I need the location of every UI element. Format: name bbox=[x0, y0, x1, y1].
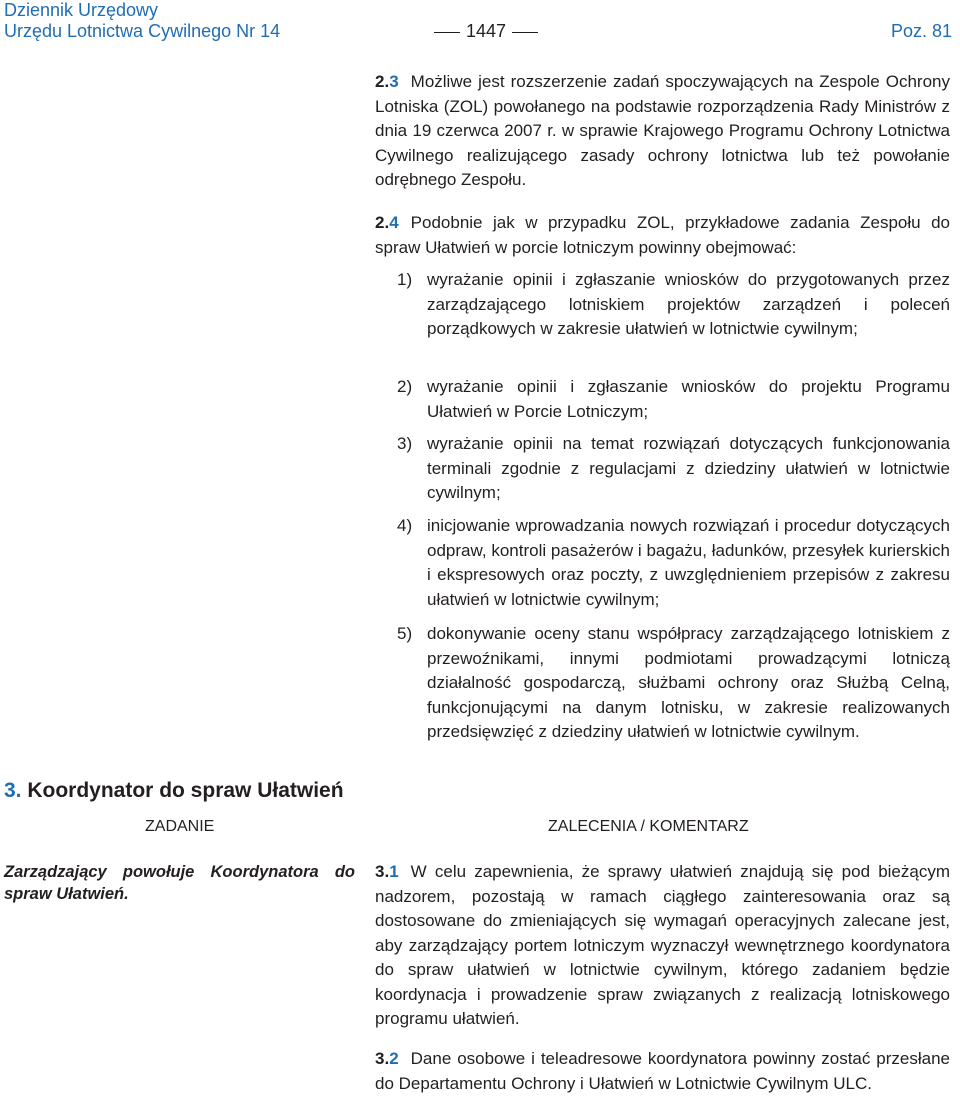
paragraph-number: 2.3 bbox=[375, 72, 399, 91]
list-item bbox=[397, 432, 950, 506]
paragraph-text: Możliwe jest rozszerzenie zadań spoczywających na Zespole Ochrony Lotniska (ZOL) powołanego na podstawie rozporządzenia Rady Ministrów z dnia 19 czerwca 2007 r. w sprawie Krajowego Programu Ochrony Lotnictwa Cywilnego realizującego zasady ochrony lotnictwa lub też powołanie odrębnego Zespołu. bbox=[375, 72, 950, 189]
paragraph-2-4 bbox=[375, 211, 950, 260]
journal-title bbox=[4, 0, 280, 42]
list-marker: 5) bbox=[397, 624, 413, 643]
list-item-text: inicjowanie wprowadzania nowych rozwiązań i procedur dotyczących odpraw, kontroli pasażerów i bagażu, ładunków, przesyłek kurierskich i ekspresowych oraz poczty, z uwzględnieniem przepisów z zakresu ułatwień w lotnictwie cywilnym; bbox=[427, 516, 950, 609]
list-marker: 4) bbox=[397, 516, 413, 535]
dash-right bbox=[512, 32, 538, 33]
page-number bbox=[428, 20, 544, 42]
paragraph-text: W celu zapewnienia, że sprawy ułatwień znajdują się pod bieżącym nadzorem, pozostają w ramach ciągłego zainteresowania oraz są dostosowane do zmieniających się wymagań operacyjnych zalecane jest, aby zarządzający portem lotniczym wyznaczył wewnętrznego koordynatora do spraw ułatwień w lotnictwie cywilnym, którego zadaniem będzie koordynacja i prowadzenie spraw związanych z realizacją lotniskowego programu ułatwień. bbox=[375, 862, 950, 1028]
paragraph-text: Dane osobowe i teleadresowe koordynatora powinny zostać przesłane do Departamentu Ochrony i Ułatwień w Lotnictwie Cywilnym ULC. bbox=[375, 1049, 950, 1093]
list-item bbox=[397, 514, 950, 612]
list-item bbox=[397, 268, 950, 342]
paragraph-text: Podobnie jak w przypadku ZOL, przykładowe zadania Zespołu do spraw Ułatwień w porcie lotniczym powinny obejmować: bbox=[375, 213, 950, 257]
task-text: Zarządzający powołuje Koordynatora do spraw Ułatwień. bbox=[4, 863, 355, 903]
list-item bbox=[397, 622, 950, 745]
paragraph-number: 3.1 bbox=[375, 862, 399, 881]
column-heading-task: ZADANIE bbox=[145, 818, 215, 835]
paragraph-number: 3.2 bbox=[375, 1049, 399, 1068]
list-item-text: wyrażanie opinii i zgłaszanie wniosków do projektu Programu Ułatwień w Porcie Lotniczym; bbox=[427, 377, 950, 421]
dash-left bbox=[434, 32, 460, 33]
paragraph-number: 2.4 bbox=[375, 213, 399, 232]
list-item-text: wyrażanie opinii na temat rozwiązań dotyczących funkcjonowania terminali zgodnie z regulacjami z dziedziny ułatwień w lotnictwie cywilnym; bbox=[427, 434, 950, 502]
journal-title-line2: Urzędu Lotnictwa Cywilnego Nr 14 bbox=[4, 21, 281, 41]
list-marker: 3) bbox=[397, 434, 413, 453]
section-title: Koordynator do spraw Ułatwień bbox=[27, 779, 344, 802]
list-marker: 2) bbox=[397, 377, 413, 396]
paragraph-3-1 bbox=[375, 860, 950, 1032]
section-number: 3. bbox=[4, 779, 22, 802]
position-label: Poz. 81 bbox=[890, 21, 952, 41]
page-number-value: 1447 bbox=[466, 21, 507, 41]
journal-title-line1: Dziennik Urzędowy bbox=[4, 0, 159, 20]
paragraph-3-2 bbox=[375, 1047, 950, 1096]
list-item-text: dokonywanie oceny stanu współpracy zarządzającego lotniskiem z przewoźnikami, innymi podmiotami prowadzącymi lotniczą działalność gospodarczą, służbami ochrony oraz Służbą Celną, funkcjonującymi na danym lotnisku, w zakresie realizowanych przedsięwzięć z dziedziny ułatwień w lotnictwie cywilnym. bbox=[427, 624, 950, 741]
paragraph-2-3 bbox=[375, 70, 950, 193]
section-heading bbox=[4, 778, 344, 804]
list-item bbox=[397, 375, 950, 424]
list-marker: 1) bbox=[397, 270, 413, 289]
column-heading-recommendations: ZALECENIA / KOMENTARZ bbox=[548, 818, 749, 835]
list-item-text: wyrażanie opinii i zgłaszanie wniosków do przygotowanych przez zarządzającego lotniskiem projektów zarządzeń i poleceń porządkowych w zakresie ułatwień w lotnictwie cywilnym; bbox=[427, 270, 950, 338]
